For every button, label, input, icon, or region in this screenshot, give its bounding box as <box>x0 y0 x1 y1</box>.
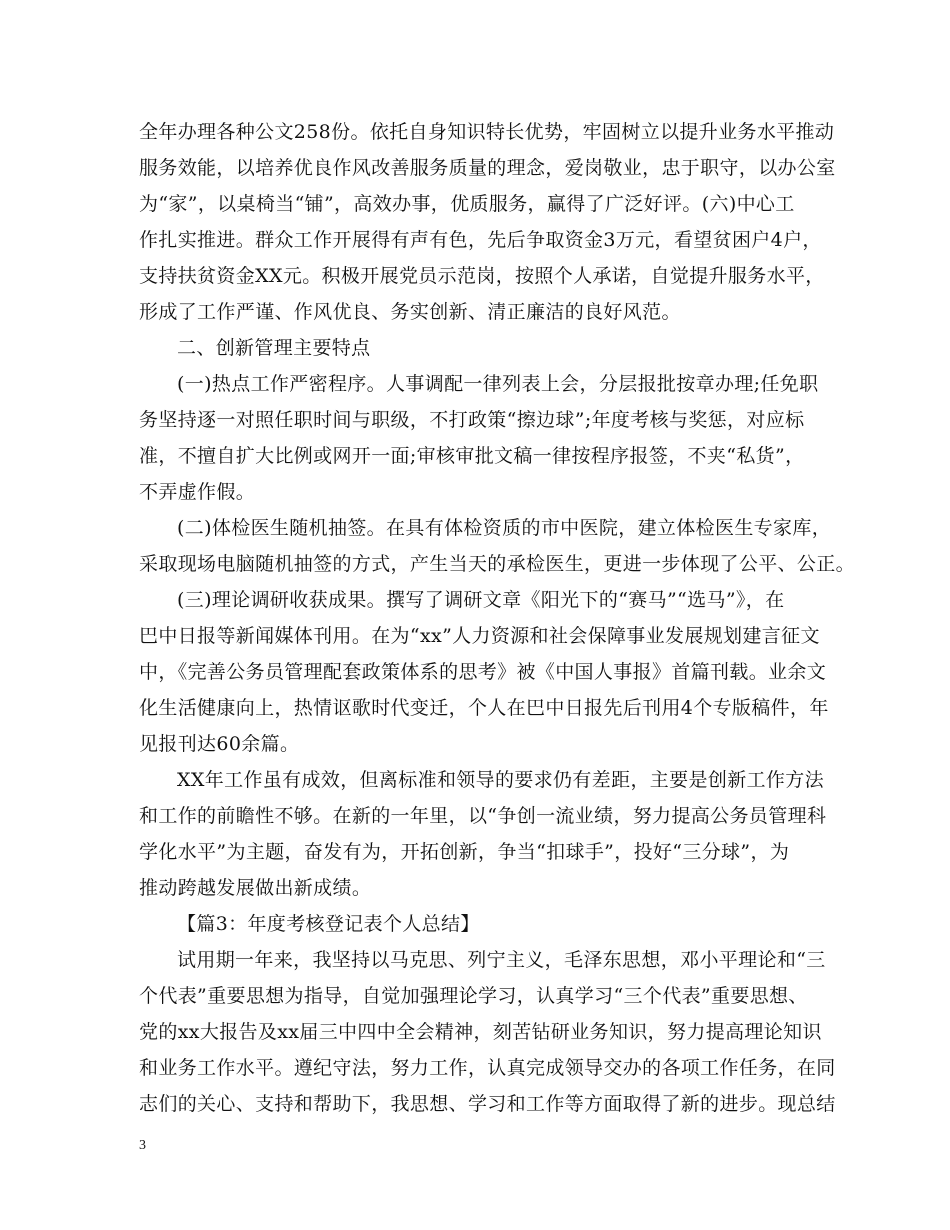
body-text-line: 见报刊达60余篇。 <box>139 733 300 755</box>
body-text-line: 中，《完善公务员管理配套政策体系的思考》被《中国人事报》首篇刊载。业余文 <box>139 661 827 683</box>
body-text-line: (一)热点工作严密程序。人事调配一律列表上会，分层报批按章办理;任免职 <box>177 373 819 395</box>
body-text-line: 为“家”，以桌椅当“铺”，高效办事，优质服务，赢得了广泛好评。(六)中心工 <box>139 193 795 215</box>
body-text-line: 志们的关心、支持和帮助下，我思想、学习和工作等方面取得了新的进步。现总结 <box>139 1093 836 1115</box>
body-text-line: XX年工作虽有成效，但离标准和领导的要求仍有差距，主要是创新工作方法 <box>177 769 824 791</box>
body-text-line: 作扎实推进。群众工作开展得有声有色，先后争取资金3万元，看望贫困户4户， <box>139 229 822 251</box>
body-text-line: 服务效能，以培养优良作风改善服务质量的理念，爱岗敬业，忠于职守，以办公室 <box>139 157 836 179</box>
body-text-line: 全年办理各种公文258份。依托自身知识特长优势，牢固树立以提升业务水平推动 <box>139 121 835 143</box>
body-text-line: 推动跨越发展做出新成绩。 <box>139 877 372 899</box>
body-text-line: 和业务工作水平。遵纪守法，努力工作，认真完成领导交办的各项工作任务，在同 <box>139 1057 836 1079</box>
body-text-line: 学化水平”为主题，奋发有为，开拓创新，争当“扣球手”，投好“三分球”，为 <box>139 841 790 863</box>
body-text-line: 化生活健康向上，热情讴歌时代变迁，个人在巴中日报先后刊用4个专版稿件，年 <box>139 697 829 719</box>
body-text-line: 党的xx大报告及xx届三中四中全会精神，刻苦钻研业务知识，努力提高理论知识 <box>139 1021 822 1043</box>
body-text-line: 不弄虚作假。 <box>139 481 256 503</box>
body-text-line: 个代表”重要思想为指导，自觉加强理论学习，认真学习“三个代表”重要思想、 <box>139 985 808 1007</box>
article-heading: 【篇3：年度考核登记表个人总结】 <box>177 913 480 935</box>
body-text-line: 支持扶贫资金XX元。积极开展党员示范岗，按照个人承诺，自觉提升服务水平， <box>139 265 825 287</box>
body-text-line: 准，不擅自扩大比例或网开一面;审核审批文稿一律按程序报签，不夹“私货”， <box>139 445 805 467</box>
body-text-line: (三)理论调研收获成果。撰写了调研文章《阳光下的“赛马”“选马”》，在 <box>177 589 785 611</box>
page-number: 3 <box>139 1138 146 1153</box>
body-text-line: 试用期一年来，我坚持以马克思、列宁主义，毛泽东思想，邓小平理论和“三 <box>177 949 826 971</box>
body-text-line: 和工作的前瞻性不够。在新的一年里，以“争创一流业绩，努力提高公务员管理科 <box>139 805 827 827</box>
body-text-line: (二)体检医生随机抽签。在具有体检资质的市中医院，建立体检医生专家库， <box>177 517 832 539</box>
body-text-line: 采取现场电脑随机抽签的方式，产生当天的承检医生，更进一步体现了公平、公正。 <box>139 553 855 575</box>
body-text-line: 巴中日报等新闻媒体刊用。在为“xx”人力资源和社会保障事业发展规划建言征文 <box>139 625 820 647</box>
body-text-line: 务坚持逐一对照任职时间与职级，不打政策“擦边球”;年度考核与奖惩，对应标 <box>139 409 805 431</box>
section-heading: 二、创新管理主要特点 <box>177 337 371 359</box>
body-text-line: 形成了工作严谨、作风优良、务实创新、清正廉洁的良好风范。 <box>139 301 681 323</box>
